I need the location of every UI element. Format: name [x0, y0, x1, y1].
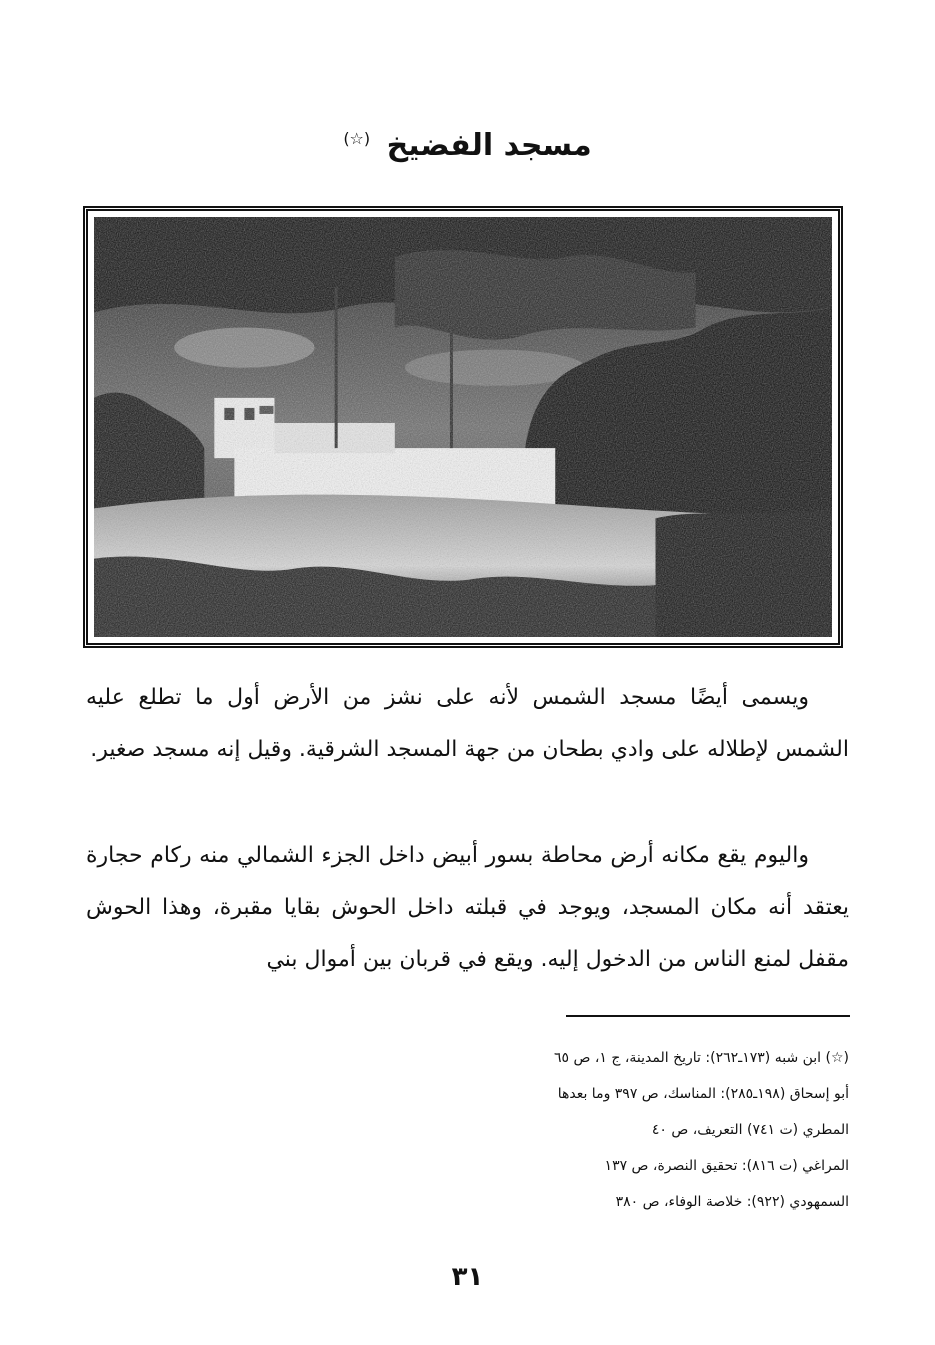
mosque-site-photo — [83, 206, 843, 648]
page-title — [0, 128, 935, 163]
page-number: ٣١ — [451, 1262, 484, 1292]
footnote-item: (☆) ابن شبه (١٧٣ـ٢٦٢): تاريخ المدينة، ج ١، ص ٦٥ — [554, 1050, 849, 1066]
footnote-item: السمهودي (٩٢٢): خلاصة الوفاء، ص ٣٨٠ — [615, 1194, 849, 1210]
footnote-divider — [566, 1015, 850, 1017]
footnote-item: المطري (ت ٧٤١) التعريف، ص ٤٠ — [651, 1122, 849, 1138]
footnote-marker: (☆) — [343, 129, 371, 148]
photo-illustration — [94, 217, 832, 637]
footnote-item: المراغي (ت ٨١٦): تحقيق النصرة، ص ١٣٧ — [604, 1158, 849, 1174]
footnotes-list — [249, 1040, 849, 1220]
footnote-item: أبو إسحاق (١٩٨ـ٢٨٥): المناسك، ص ٣٩٧ وما بعدها — [557, 1086, 849, 1102]
paragraph-2: واليوم يقع مكانه أرض محاطة بسور أبيض داخل الجزء الشمالي منه ركام حجارة يعتقد أنه مكان المسجد، ويوجد في قبلته داخل الحوش بقايا مقبرة، وهذا الحوش مقفل لمنع الناس من الدخول إليه. ويقع في قربان بين أموال بني — [86, 843, 849, 972]
title-text: مسجد الفضيخ — [386, 128, 592, 163]
paragraph-1: ويسمى أيضًا مسجد الشمس لأنه على نشز من الأرض أول ما تطلع عليه الشمس لإطلاله على وادي بطحان من جهة المسجد الشرقية. وقيل إنه مسجد صغير. — [86, 685, 849, 762]
